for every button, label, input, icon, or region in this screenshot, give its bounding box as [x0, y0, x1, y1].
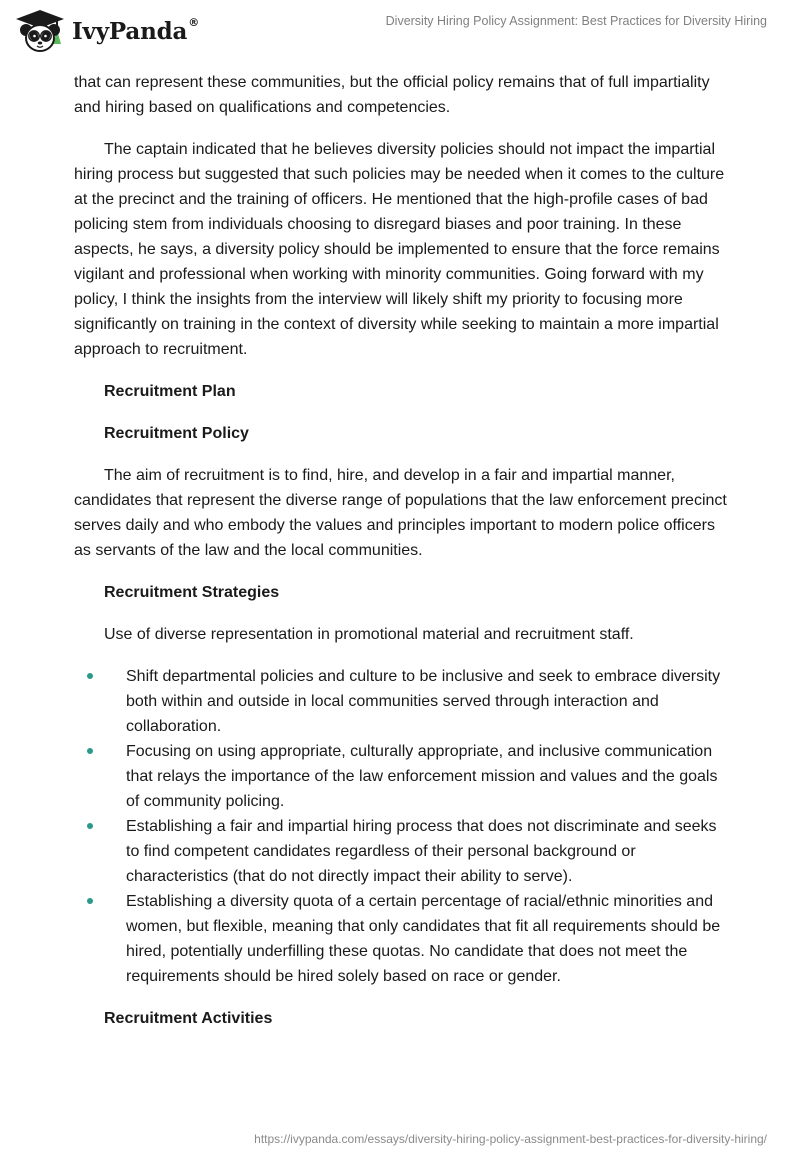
heading-recruitment-strategies: Recruitment Strategies: [104, 584, 280, 601]
list-item-text: Establishing a diversity quota of a certain percentage of racial/ethnic minorities and women, but flexible, meaning that only candidates that fit all requirements should be hired, potentially underfilling these quotas. No candidate that does not meet the requirements should be hired solely based on race or gender.: [126, 893, 721, 985]
page-header: [0, 0, 800, 62]
source-url-link[interactable]: https://ivypanda.com/essays/diversity-hiring-policy-assignment-best-practices-for-diversity-hiring/: [254, 1132, 767, 1146]
list-item-text: Shift departmental policies and culture to be inclusive and seek to embrace diversity both within and outside in local communities served through interaction and collaboration.: [126, 668, 721, 735]
list-item: [74, 739, 734, 814]
paragraph-policy: The aim of recruitment is to find, hire, and develop in a fair and impartial manner, candidates that represent the diverse range of populations that the law enforcement precinct serves daily and who embody the values and principles important to modern police officers as servants of the law and the local communities.: [74, 467, 727, 559]
list-item: [74, 889, 734, 989]
list-item: [74, 814, 734, 889]
list-item-text: Establishing a fair and impartial hiring process that does not discriminate and seeks to find competent candidates regardless of their personal background or characteristics (that do not directly impact their ability to serve).: [126, 818, 717, 885]
brand-logo[interactable]: [12, 8, 199, 54]
list-item-text: Focusing on using appropriate, culturally appropriate, and inclusive communication that relays the importance of the law enforcement mission and values and the goals of community policing.: [126, 743, 718, 810]
heading-recruitment-plan: Recruitment Plan: [104, 383, 236, 400]
bullet-dot-icon: [87, 748, 93, 754]
registered-mark: ®: [188, 15, 199, 29]
panda-logo-icon: [12, 8, 68, 54]
bullet-dot-icon: [87, 823, 93, 829]
heading-recruitment-policy: Recruitment Policy: [104, 425, 249, 442]
paragraph-intro: that can represent these communities, but the official policy remains that of full impartiality and hiring based on qualifications and competencies.: [74, 74, 710, 116]
list-item: [74, 664, 734, 739]
bullet-dot-icon: [87, 898, 93, 904]
document-title: Diversity Hiring Policy Assignment: Best Practices for Diversity Hiring: [385, 14, 767, 28]
paragraph-captain: The captain indicated that he believes diversity policies should not impact the impartial hiring process but suggested that such policies may be needed when it comes to the culture at the precinct and the training of officers. He mentioned that the high-profile cases of bad policing stem from individuals choosing to disregard biases and poor training. In these aspects, he says, a diversity policy should be implemented to ensure that the force remains vigilant and professional when working with minority communities. Going forward with my policy, I think the insights from the interview will likely shift my priority to focusing more significantly on training in the context of diversity while seeking to maintain a more impartial approach to recruitment.: [74, 141, 725, 358]
paragraph-strategies: Use of diverse representation in promotional material and recruitment staff.: [104, 626, 634, 643]
bullet-dot-icon: [87, 673, 93, 679]
brand-name: IvyPanda®: [72, 15, 199, 45]
essay-body: [74, 70, 734, 1048]
strategies-bullet-list: [74, 664, 734, 989]
heading-recruitment-activities: Recruitment Activities: [104, 1010, 273, 1027]
